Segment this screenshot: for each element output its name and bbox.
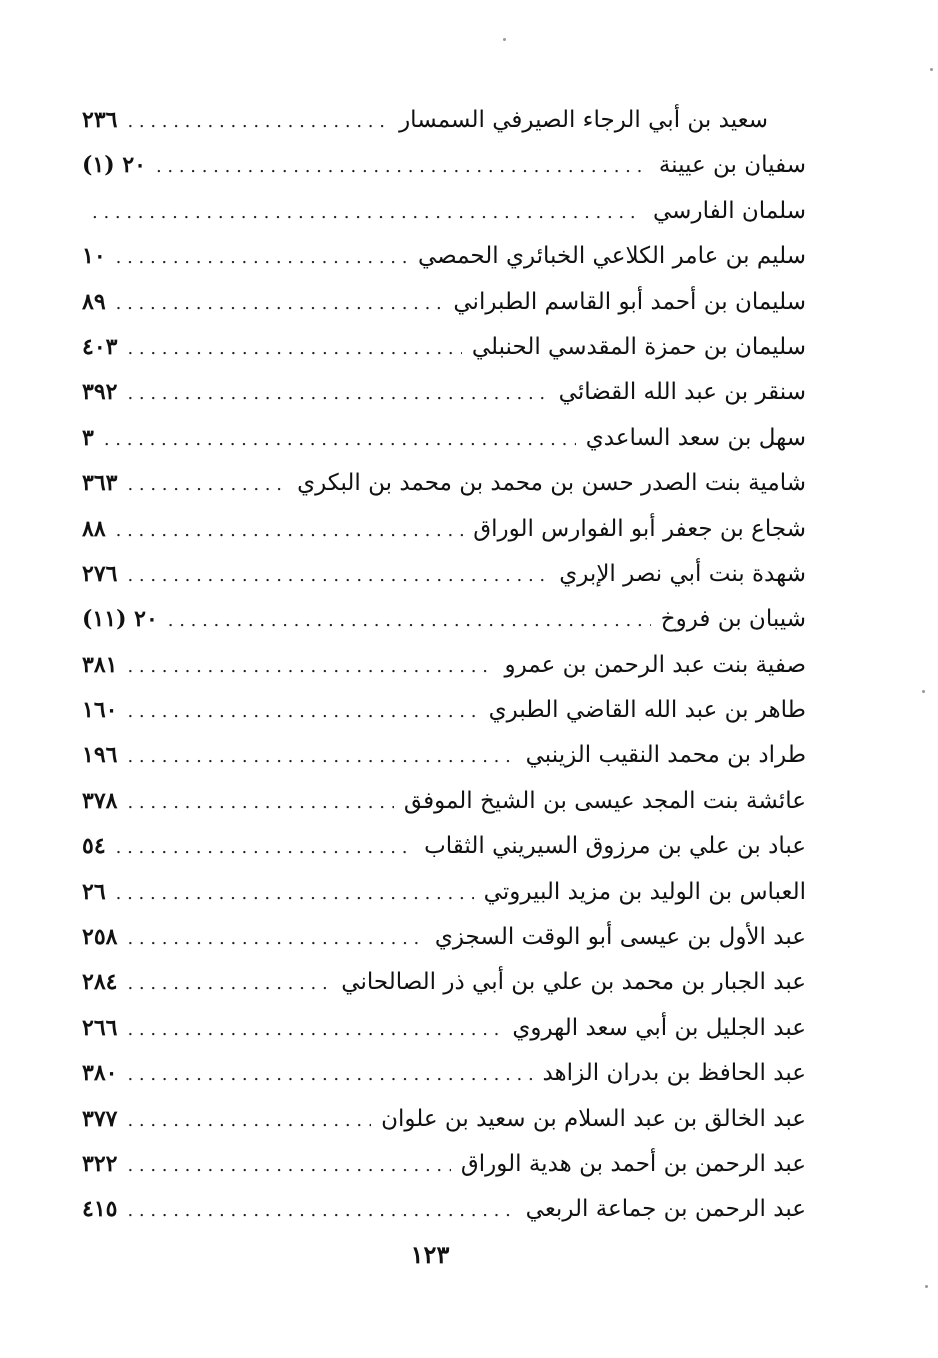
- entry-name: عباد بن علي بن مرزوق السيريني الثقاب: [424, 833, 806, 860]
- scan-speck: [503, 38, 506, 41]
- index-entry: [82, 461, 806, 506]
- entry-page: ٣٩٢: [82, 379, 118, 406]
- index-entry: [82, 189, 806, 234]
- entry-name: سلمان الفارسي: [653, 197, 806, 224]
- leader-dots: [127, 99, 389, 144]
- leader-dots: [127, 1188, 515, 1233]
- index-entry: [82, 234, 806, 279]
- name-index-list: [82, 98, 806, 1233]
- leader-dots: [127, 916, 424, 961]
- leader-dots: [127, 1143, 450, 1188]
- leader-dots: [168, 598, 651, 643]
- entry-page: ١٦٠: [82, 697, 118, 724]
- index-entry: [82, 733, 806, 778]
- leader-dots: [127, 689, 478, 734]
- leader-dots: [104, 417, 576, 462]
- leader-dots: [116, 508, 464, 553]
- index-entry: [82, 643, 806, 688]
- entry-name: سليم بن عامر الكلاعي الخبائري الحمصي: [417, 243, 806, 270]
- entry-page: ٢٦٦: [82, 1014, 118, 1041]
- entry-name: عبد الحافظ بن بدران الزاهد: [542, 1060, 806, 1087]
- index-entry: [82, 597, 806, 642]
- index-entry: [82, 552, 806, 597]
- entry-name: شيبان بن فروخ: [660, 606, 806, 633]
- entry-name: عبد الخالق بن عبد السلام بن سعيد بن علوان: [381, 1105, 806, 1132]
- entry-name: عبد الأول بن عيسى أبو الوقت السجزي: [434, 924, 806, 951]
- entry-name: صفية بنت عبد الرحمن بن عمرو: [504, 651, 806, 678]
- index-entry: [82, 1142, 806, 1187]
- entry-page: ٣٧٨: [82, 787, 118, 814]
- entry-page: ٣٨٠: [82, 1060, 118, 1087]
- entry-name: عبد الرحمن بن جماعة الربعي: [525, 1196, 806, 1223]
- leader-dots: [156, 144, 649, 189]
- entry-name: سعيد بن أبي الرجاء الصيرفي السمسار: [399, 107, 768, 133]
- entry-name: سليمان بن أحمد أبو القاسم الطبراني: [453, 288, 806, 315]
- entry-page: ٣٦٣: [82, 470, 118, 497]
- entry-page: ١٠: [82, 243, 106, 270]
- index-entry: [82, 688, 806, 733]
- entry-page: ٢٦: [82, 878, 106, 905]
- page-number: ١٢٣: [410, 1240, 450, 1269]
- index-entry: [82, 824, 806, 869]
- index-entry: [82, 870, 806, 915]
- leader-dots: [116, 825, 414, 870]
- leader-dots: [127, 644, 494, 689]
- entry-name: شهدة بنت أبي نصر الإبري: [559, 560, 806, 587]
- entry-page: ٤٠٣: [82, 333, 118, 360]
- leader-dots: [116, 235, 408, 280]
- entry-page: ٥٤: [82, 833, 106, 860]
- index-entry: [82, 416, 806, 461]
- leader-dots: [127, 371, 548, 416]
- entry-page: ٣٧٧: [82, 1105, 118, 1132]
- entry-page: ٣٨١: [82, 651, 118, 678]
- scan-speck: [922, 690, 925, 693]
- leader-dots: [116, 871, 474, 916]
- entry-page: ٢٠ (١١): [82, 606, 158, 633]
- entry-name: شامية بنت الصدر حسن بن محمد بن محمد بن البكري: [297, 470, 806, 497]
- leader-dots: [127, 1007, 502, 1052]
- entry-page: ٨٨: [82, 515, 106, 542]
- index-entry: [82, 325, 806, 370]
- leader-dots: [127, 326, 461, 371]
- index-entry: [82, 1006, 806, 1051]
- index-entry: [82, 1187, 806, 1232]
- scan-speck: [925, 1285, 928, 1288]
- leader-dots: [127, 734, 515, 779]
- leader-dots: [127, 462, 287, 507]
- entry-name: عبد الجليل بن أبي سعد الهروي: [512, 1014, 806, 1041]
- entry-page: ٢٥٨: [82, 924, 118, 951]
- entry-name: عبد الرحمن بن أحمد بن هدية الوراق: [460, 1150, 806, 1177]
- index-entry: [82, 1097, 806, 1142]
- entry-name: طاهر بن عبد الله القاضي الطبري: [488, 697, 806, 724]
- index-entry: [82, 960, 806, 1005]
- leader-dots: [127, 553, 549, 598]
- index-entry: [82, 280, 806, 325]
- entry-name: سهل بن سعد الساعدي: [585, 424, 806, 451]
- entry-name: سنقر بن عبد الله القضائي: [558, 379, 806, 406]
- leader-dots: [127, 780, 393, 825]
- entry-name: سليمان بن حمزة المقدسي الحنبلي: [471, 333, 806, 360]
- entry-page: ٢٨٤: [82, 969, 118, 996]
- index-entry: [82, 98, 806, 143]
- entry-name: عائشة بنت المجد عيسى بن الشيخ الموفق: [403, 787, 806, 814]
- leader-dots: [92, 190, 643, 235]
- entry-page: ٨٩: [82, 288, 106, 315]
- index-entry: [82, 507, 806, 552]
- index-entry: [82, 779, 806, 824]
- scan-speck: [930, 68, 933, 71]
- entry-name: طراد بن محمد النقيب الزينبي: [525, 742, 806, 769]
- entry-page: ٢٠ (١): [82, 152, 146, 179]
- index-entry: [82, 915, 806, 960]
- entry-page: ٣٢٢: [82, 1150, 118, 1177]
- entry-page: ٤١٥: [82, 1196, 118, 1223]
- entry-name: سفيان بن عيينة: [658, 152, 806, 179]
- leader-dots: [127, 1098, 371, 1143]
- leader-dots: [127, 1052, 532, 1097]
- entry-page: ٣: [82, 424, 94, 451]
- index-entry: [82, 370, 806, 415]
- index-entry: [82, 143, 806, 188]
- entry-name: شجاع بن جعفر أبو الفوارس الوراق: [473, 515, 806, 542]
- entry-name: العباس بن الوليد بن مزيد البيروتي: [483, 878, 806, 905]
- entry-page: ١٩٦: [82, 742, 118, 769]
- entry-page: ٢٣٦: [82, 107, 118, 133]
- entry-page: ٢٧٦: [82, 560, 118, 587]
- entry-name: عبد الجبار بن محمد بن علي بن أبي ذر الصالحاني: [341, 969, 806, 996]
- leader-dots: [116, 281, 444, 326]
- index-entry: [82, 1051, 806, 1096]
- leader-dots: [127, 961, 331, 1006]
